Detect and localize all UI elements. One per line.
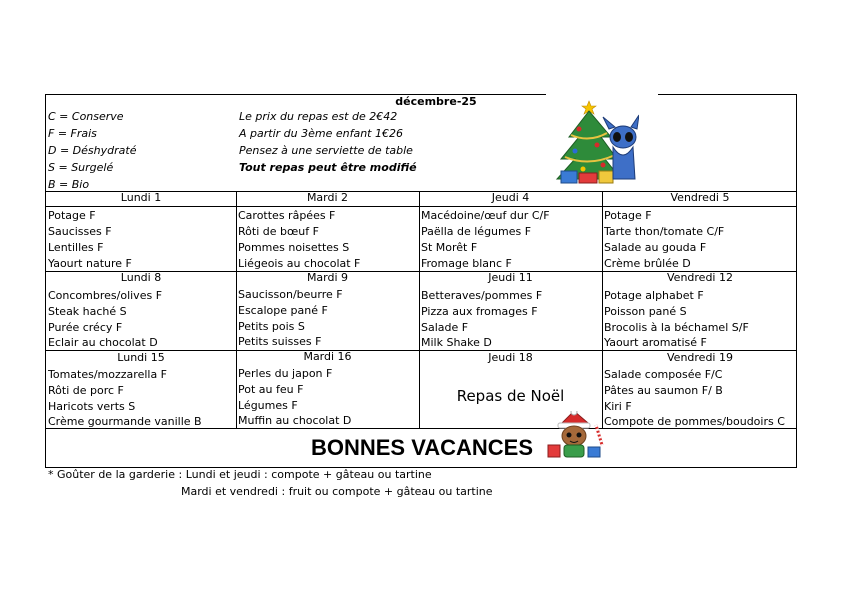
menu-item: Pâtes au saumon F/ B	[604, 384, 723, 397]
menu-item: Escalope pané F	[238, 304, 328, 317]
menu-item: Steak haché S	[48, 305, 127, 318]
menu-item: Compote de pommes/boudoirs C	[604, 415, 785, 428]
info-price: Le prix du repas est de 2€42	[239, 110, 398, 123]
menu-item: Rôti de bœuf F	[238, 225, 319, 238]
menu-item: Paëlla de légumes F	[421, 225, 532, 238]
day-header: Lundi 1	[120, 191, 162, 204]
menu-item: Carottes râpées F	[238, 209, 336, 222]
menu-item: Potage F	[48, 209, 96, 222]
menu-item: Saucisses F	[48, 225, 112, 238]
legend-surgele: S = Surgelé	[48, 161, 114, 174]
day-header: Mardi 2	[306, 191, 349, 204]
menu-item: Légumes F	[238, 399, 298, 412]
day-header: Mardi 9	[306, 271, 349, 284]
title-gap	[546, 93, 658, 97]
menu-item: Petits suisses F	[238, 335, 322, 348]
menu-item: Kiri F	[604, 400, 632, 413]
legend-bio: B = Bio	[48, 178, 90, 191]
day-header: Jeudi 18	[488, 351, 533, 364]
legend-deshydrate: D = Déshydraté	[48, 144, 137, 157]
menu-item: Yaourt nature F	[48, 257, 132, 270]
christmas-elf-image	[544, 411, 606, 459]
menu-item: Saucisson/beurre F	[238, 288, 343, 301]
menu-item: Concombres/olives F	[48, 289, 163, 302]
menu-item: Potage alphabet F	[604, 289, 704, 302]
menu-item: Muffin au chocolat D	[238, 414, 352, 427]
footnote-line-1: * Goûter de la garderie : Lundi et jeudi : compote + gâteau ou tartine	[48, 468, 432, 481]
menu-item: Petits pois S	[238, 320, 305, 333]
legend-conserve: C = Conserve	[48, 110, 124, 123]
menu-item: Tomates/mozzarella F	[48, 368, 168, 381]
menu-item: Macédoine/œuf dur C/F	[421, 209, 550, 222]
menu-item: Crème brûlée D	[604, 257, 691, 270]
menu-item: Lentilles F	[48, 241, 104, 254]
menu-item: Fromage blanc F	[421, 257, 512, 270]
info-napkin: Pensez à une serviette de table	[239, 144, 413, 157]
day-header: Mardi 16	[303, 350, 352, 363]
menu-item: Potage F	[604, 209, 652, 222]
footnote-line-2: Mardi et vendredi : fruit ou compote + gâteau ou tartine	[181, 485, 493, 498]
christmas-meal-label: Repas de Noël	[456, 387, 565, 405]
month-title: décembre-25	[395, 95, 477, 108]
menu-item: Poisson pané S	[604, 305, 687, 318]
menu-item: Pizza aux fromages F	[421, 305, 538, 318]
legend-frais: F = Frais	[48, 127, 97, 140]
menu-item: St Morêt F	[421, 241, 478, 254]
christmas-tree-image	[553, 99, 639, 185]
menu-item: Crème gourmande vanille B	[48, 415, 202, 428]
menu-item: Rôti de porc F	[48, 384, 124, 397]
menu-item: Betteraves/pommes F	[421, 289, 543, 302]
menu-item: Eclair au chocolat D	[48, 336, 158, 349]
holiday-banner: BONNES VACANCES	[310, 435, 534, 460]
day-header: Vendredi 5	[670, 191, 730, 204]
menu-item: Pot au feu F	[238, 383, 304, 396]
menu-table	[45, 94, 797, 468]
menu-item: Yaourt aromatisé F	[604, 336, 707, 349]
menu-item: Perles du japon F	[238, 367, 333, 380]
day-header: Jeudi 11	[488, 271, 533, 284]
menu-item: Milk Shake D	[421, 336, 492, 349]
menu-item: Salade au gouda F	[604, 241, 707, 254]
day-header: Jeudi 4	[491, 191, 530, 204]
menu-item: Brocolis à la béchamel S/F	[604, 321, 749, 334]
menu-item: Liégeois au chocolat F	[238, 257, 361, 270]
menu-item: Haricots verts S	[48, 400, 136, 413]
menu-item: Tarte thon/tomate C/F	[604, 225, 725, 238]
info-third-child: A partir du 3ème enfant 1€26	[239, 127, 403, 140]
menu-item: Pommes noisettes S	[238, 241, 350, 254]
menu-item: Purée crécy F	[48, 321, 123, 334]
menu-item: Salade F	[421, 321, 469, 334]
day-header: Lundi 15	[117, 351, 165, 364]
day-header: Vendredi 19	[667, 351, 733, 364]
info-modifiable: Tout repas peut être modifié	[239, 161, 417, 174]
day-header: Vendredi 12	[667, 271, 733, 284]
day-header: Lundi 8	[120, 271, 162, 284]
menu-item: Salade composée F/C	[604, 368, 723, 381]
